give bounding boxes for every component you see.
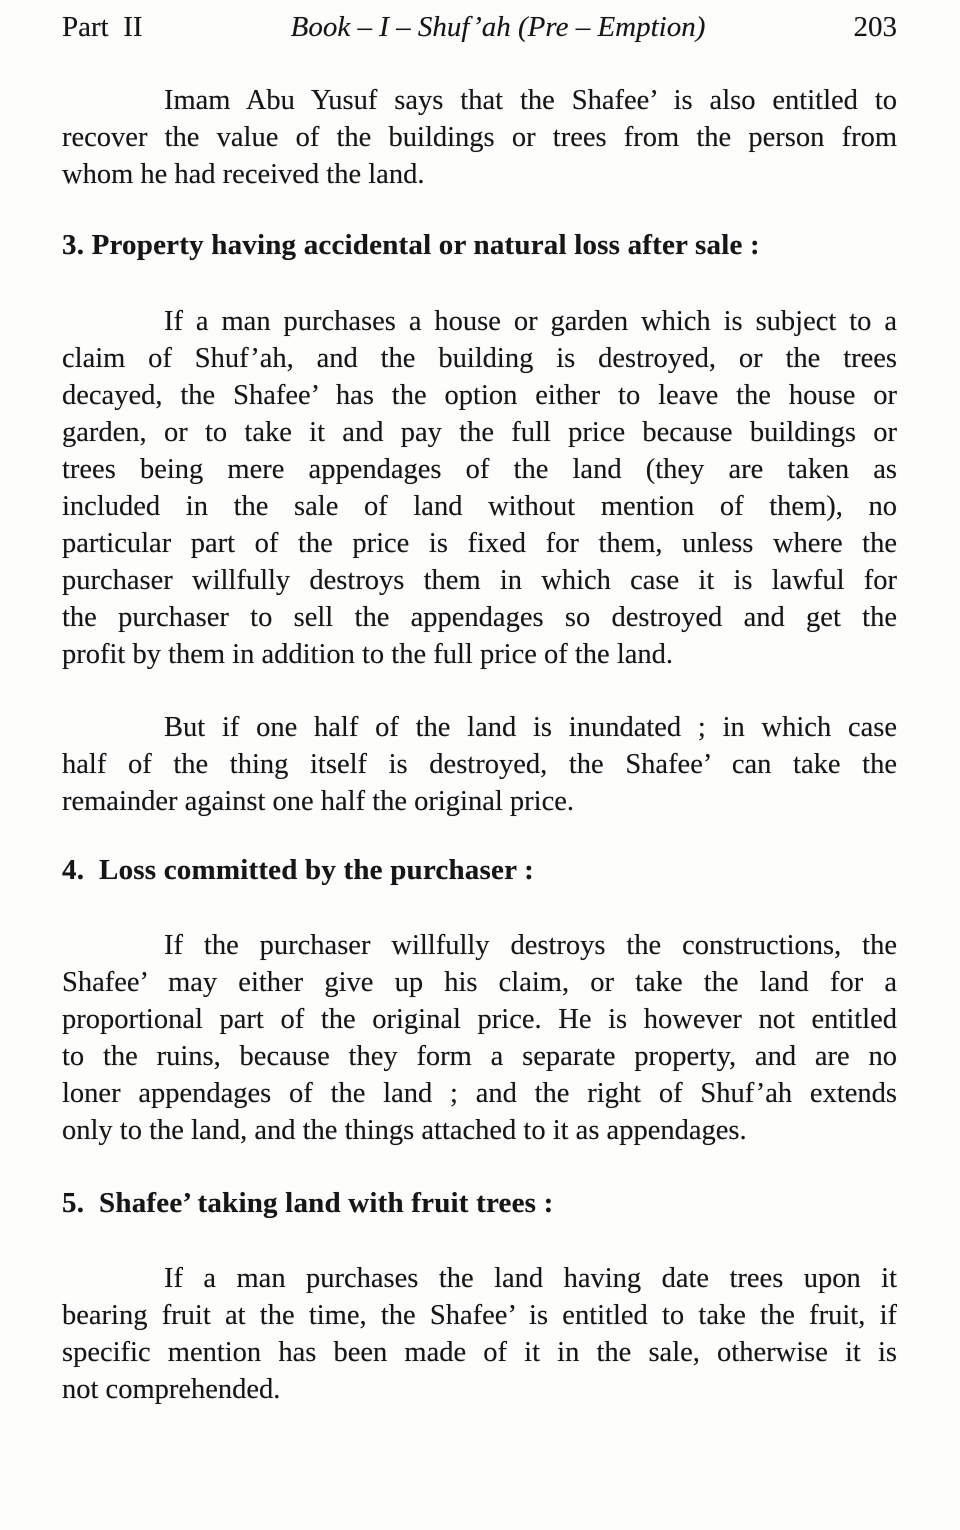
section-heading-4: 4. Loss committed by the purchaser : bbox=[62, 854, 534, 886]
text-line: loner appendages of the land ; and the right of Shuf’ah extends bbox=[62, 1078, 897, 1109]
text-line: If a man purchases the land having date trees upon it bbox=[164, 1263, 897, 1294]
header-part-label: Part II bbox=[62, 11, 143, 43]
text-line: claim of Shuf’ah, and the building is destroyed, or the trees bbox=[62, 343, 897, 374]
section-3-paragraph-1 bbox=[62, 303, 897, 673]
text-line: to the ruins, because they form a separate property, and are no bbox=[62, 1041, 897, 1072]
text-line: bearing fruit at the time, the Shafee’ is entitled to take the fruit, if bbox=[62, 1300, 897, 1331]
text-line: decayed, the Shafee’ has the option either to leave the house or bbox=[62, 380, 897, 411]
text-line: not comprehended. bbox=[62, 1374, 281, 1405]
text-line: proportional part of the original price. He is however not entitled bbox=[62, 1004, 897, 1035]
text-line: remainder against one half the original price. bbox=[62, 786, 574, 817]
section-heading-3: 3. Property having accidental or natural loss after sale : bbox=[62, 229, 760, 261]
intro-paragraph bbox=[62, 82, 897, 193]
text-line: purchaser willfully destroys them in which case it is lawful for bbox=[62, 565, 897, 596]
text-line: included in the sale of land without mention of them), no bbox=[62, 491, 897, 522]
page-number: 203 bbox=[853, 11, 897, 43]
text-line: trees being mere appendages of the land (they are taken as bbox=[62, 454, 897, 485]
text-line: specific mention has been made of it in the sale, otherwise it is bbox=[62, 1337, 897, 1368]
text-line: recover the value of the buildings or trees from the person from bbox=[62, 122, 897, 153]
text-line: Imam Abu Yusuf says that the Shafee’ is also entitled to bbox=[164, 85, 897, 116]
text-line: But if one half of the land is inundated ; in which case bbox=[164, 712, 897, 743]
section-3-paragraph-2 bbox=[62, 709, 897, 820]
text-line: Shafee’ may either give up his claim, or take the land for a bbox=[62, 967, 897, 998]
page-body bbox=[62, 0, 897, 1408]
section-4-paragraph bbox=[62, 927, 897, 1149]
section-5-paragraph bbox=[62, 1260, 897, 1408]
header-book-title: Book – I – Shuf’ah (Pre – Emption) bbox=[290, 11, 706, 43]
text-line: the purchaser to sell the appendages so destroyed and get the bbox=[62, 602, 897, 633]
text-line: If the purchaser willfully destroys the constructions, the bbox=[164, 930, 897, 961]
text-line: profit by them in addition to the full price of the land. bbox=[62, 639, 674, 670]
text-line: garden, or to take it and pay the full price because buildings or bbox=[62, 417, 897, 448]
text-line: If a man purchases a house or garden which is subject to a bbox=[164, 306, 897, 337]
section-heading-5: 5. Shafee’ taking land with fruit trees : bbox=[62, 1187, 554, 1219]
text-line: half of the thing itself is destroyed, the Shafee’ can take the bbox=[62, 749, 897, 780]
text-line: only to the land, and the things attached to it as appendages. bbox=[62, 1115, 747, 1146]
text-line: whom he had received the land. bbox=[62, 159, 425, 190]
text-line: particular part of the price is fixed for them, unless where the bbox=[62, 528, 897, 559]
